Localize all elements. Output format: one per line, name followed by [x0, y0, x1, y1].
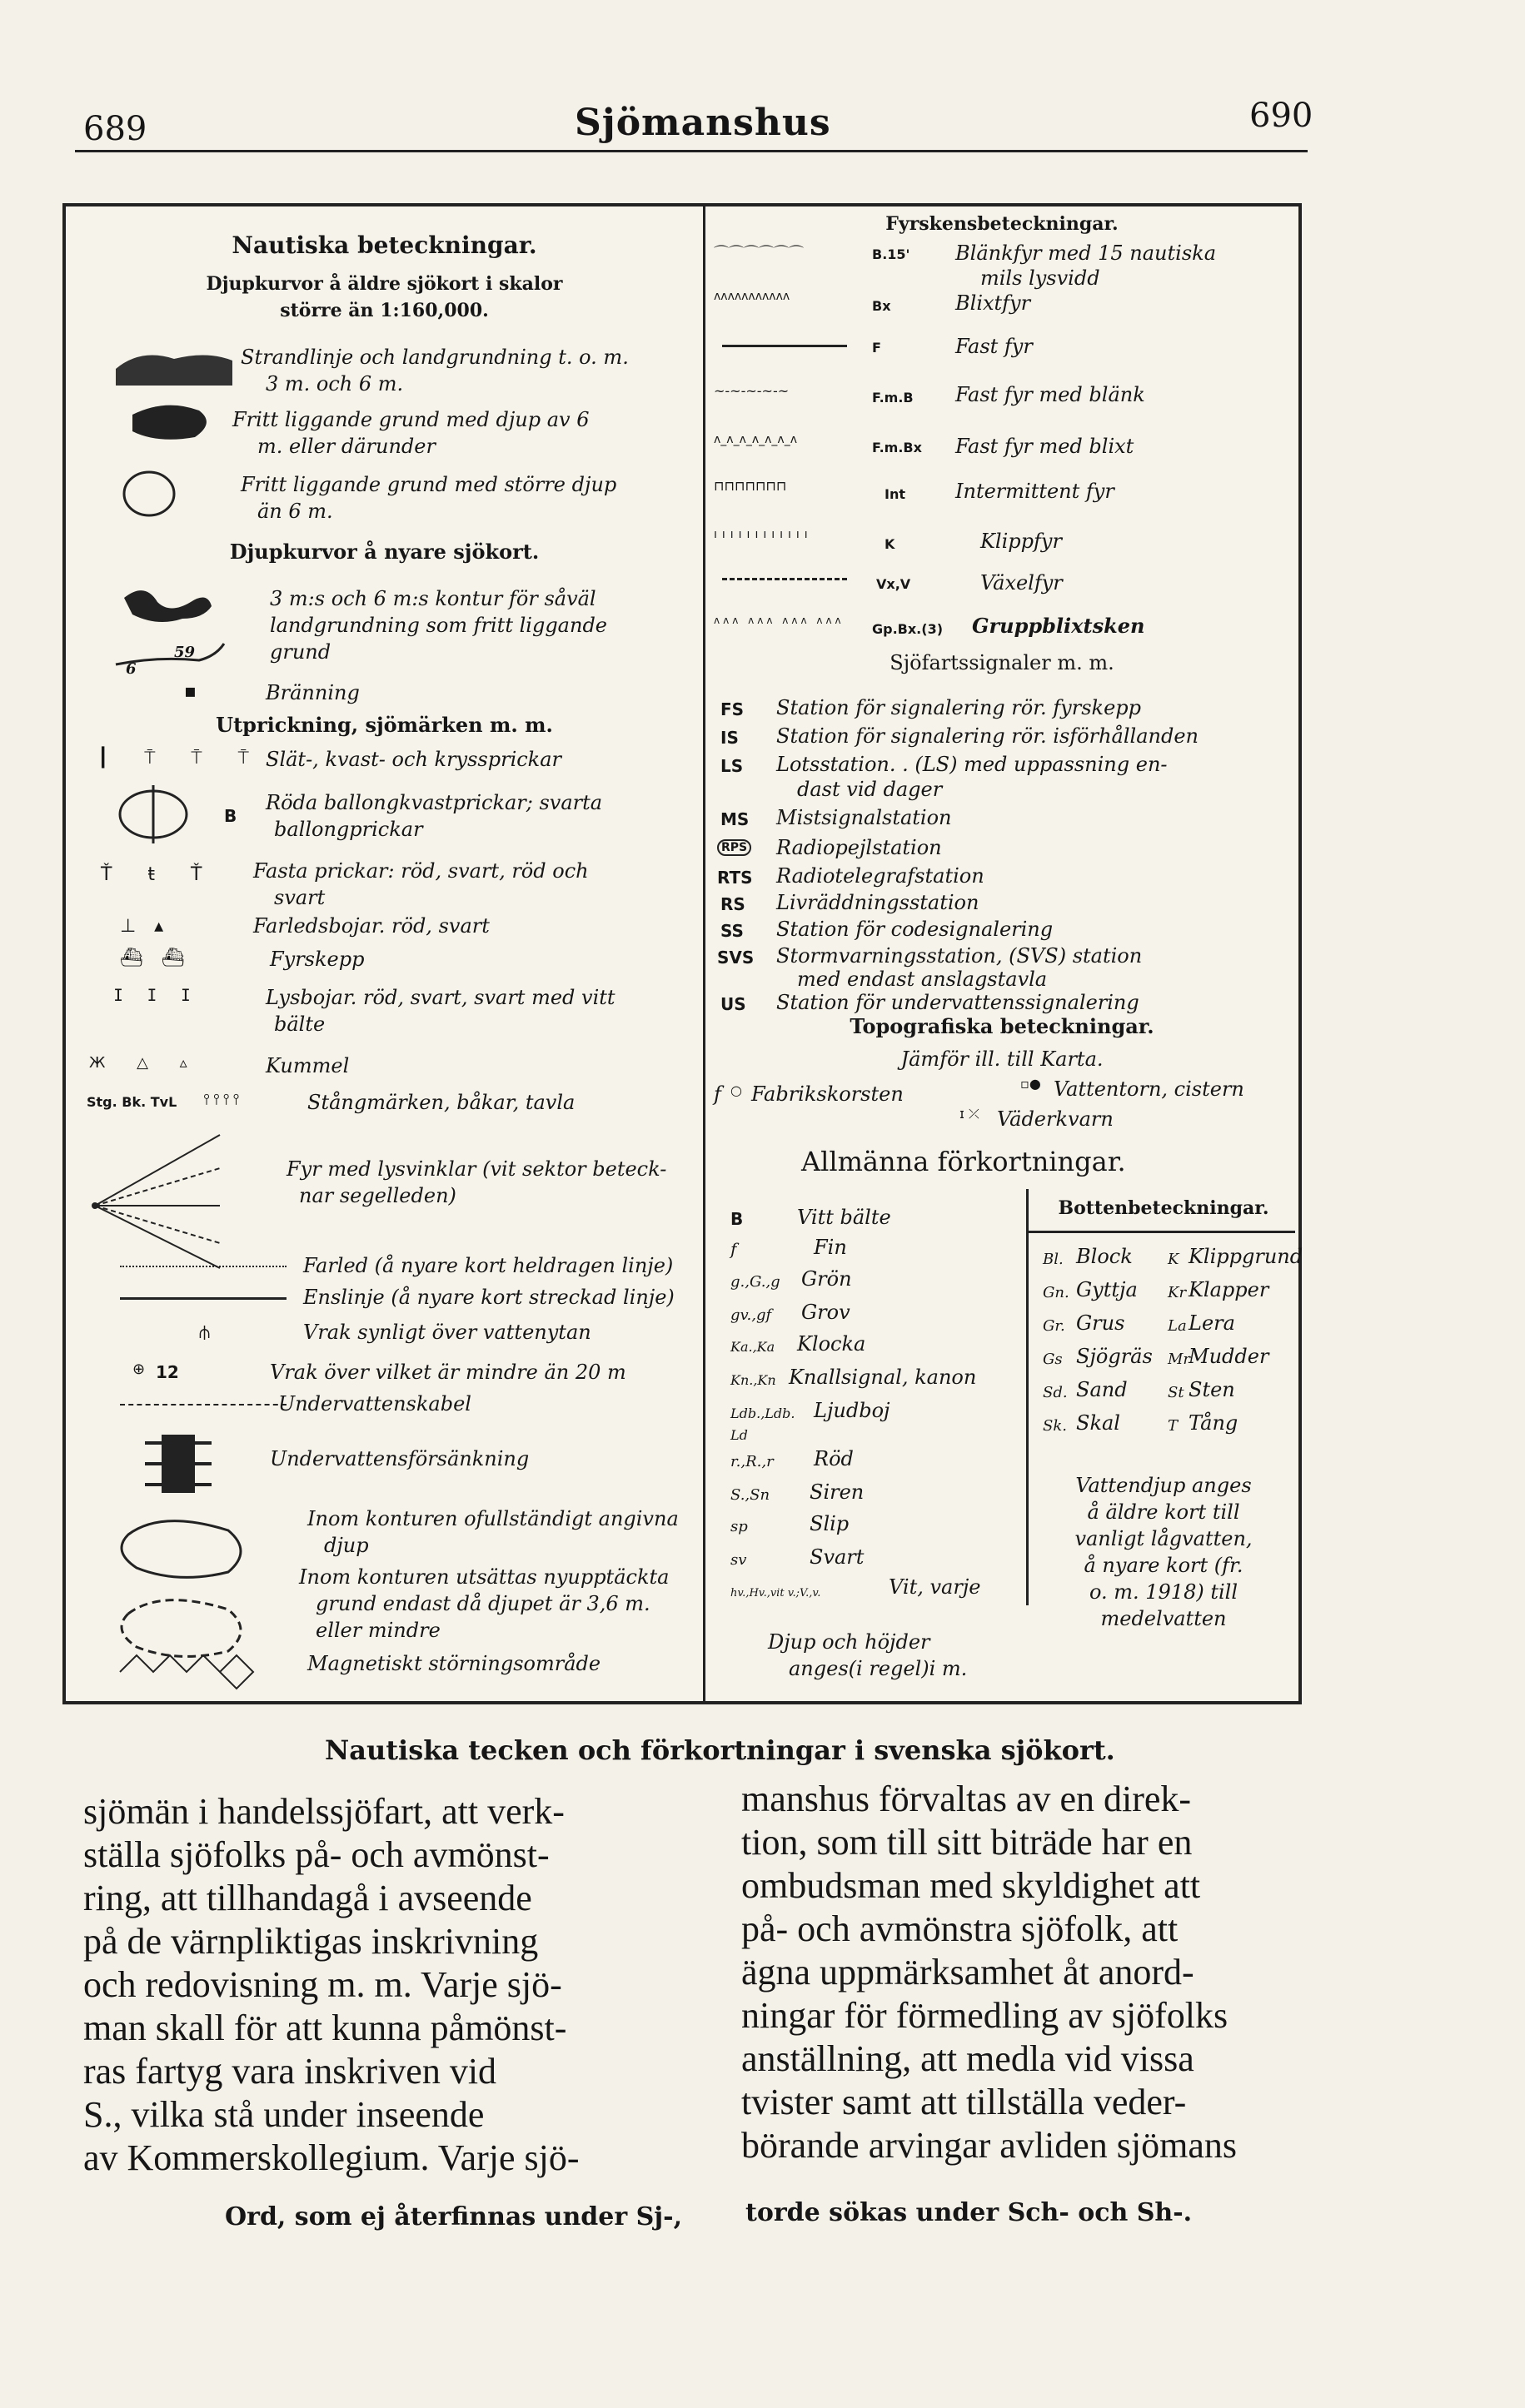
shallow-ground-icon [132, 405, 207, 440]
body-right-line-9: börande arvingar avliden sjömans [741, 2125, 1238, 2166]
signal-text-ls-2: dast vid dager [797, 778, 943, 801]
contour-2-line2: grund endast då djupet är 3,6 m. [316, 1592, 650, 1615]
fairway-line-label: Farled (å nyare kort heldragen linje) [303, 1254, 674, 1277]
bottom-c1-3: Gs [1043, 1351, 1063, 1368]
marks-6-line2: bälte [274, 1012, 326, 1036]
left-page-number: 689 [83, 110, 147, 148]
bottom-t1-5: Skal [1076, 1411, 1120, 1435]
water-note-3: vanligt lågvatten, [1074, 1527, 1253, 1550]
visible-wreck-icon: ⫛ [199, 1322, 211, 1343]
bottom-c2-0: K [1168, 1251, 1179, 1268]
stang-label: Stångmärken, båkar, tavla [307, 1091, 576, 1114]
topo-code-chimney: f [714, 1082, 721, 1106]
windmill-icon: ɪ ⤫ [959, 1106, 979, 1122]
light-text-1: Blänkfyr med 15 nautiska [955, 241, 1216, 265]
abbr-code-b: B [730, 1209, 744, 1229]
topo-title: Topografiska beteckningar. [850, 1014, 1154, 1038]
cliff-light-sample: ıııııııııııı [714, 528, 813, 541]
topo-text-chimney: Fabrikskorsten [751, 1082, 904, 1106]
topo-reference: Jämför ill. till Karta. [900, 1047, 1104, 1071]
contour-2-line1: Inom konturen utsättas nyupptäckta [299, 1565, 670, 1589]
contour-number-59: 59 [174, 644, 196, 661]
signal-text-is: Station för signalering rör. isförhållanden [776, 724, 1199, 748]
abbr-text-hv: Vit, varje [889, 1575, 981, 1599]
marks-2-line2: ballongprickar [274, 818, 423, 841]
fairway-line-sample [120, 1266, 287, 1267]
body-left-line-5: och redovisning m. m. Varje sjö- [83, 1964, 562, 2005]
signal-text-rts: Radiotelegrafstation [776, 864, 984, 888]
signal-code-rts: RTS [717, 868, 753, 888]
signal-text-ms: Mistsignalstation [776, 806, 952, 829]
bottom-c2-4: St [1168, 1384, 1184, 1401]
light-buoy-icons: ⵊ ⵊ ⵊ [114, 985, 200, 1005]
abbr-text-g: Grön [801, 1267, 852, 1291]
light-code-7: K [885, 536, 895, 552]
wreck-depth-icon: ⊕ [132, 1361, 146, 1378]
bottom-c2-1: Kr [1168, 1284, 1187, 1301]
light-text-9: Gruppblixtsken [972, 614, 1145, 638]
topo-text-water-tower: Vattentorn, cistern [1054, 1077, 1244, 1101]
depth-old-subtitle-2: större än 1:160,000. [280, 300, 489, 321]
abbr-code-s: S.,Sn [730, 1486, 770, 1504]
body-right-line-7: anställning, att medla vid vissa [741, 2038, 1194, 2079]
contour-3-line1: Magnetiskt störningsområde [307, 1652, 601, 1675]
footer-note-right: torde sökas under Sch- och Sh-. [745, 2198, 1193, 2227]
water-note-4: å nyare kort (fr. [1084, 1554, 1243, 1577]
depth-new-title: Djupkurvor å nyare sjökort. [229, 540, 540, 564]
abbr-text-kn: Knallsignal, kanon [789, 1366, 977, 1389]
depth-old-1-line2: 3 m. och 6 m. [266, 372, 404, 396]
marks-6-line1: Lysbojar. röd, svart, svart med vitt [266, 986, 615, 1009]
abbr-code-sp: sp [730, 1518, 748, 1535]
light-text-8: Växelfyr [980, 571, 1063, 595]
light-code-1: B.15' [872, 246, 910, 262]
light-title: Fyrskensbeteckningar. [885, 213, 1119, 235]
abbr-text-b: Vitt bälte [797, 1206, 891, 1229]
water-depth-note [1034, 1472, 1293, 1632]
marks-2-line1: Röda ballongkvastprickar; svarta [266, 791, 603, 814]
flashing-light-sample: ⌒⌒⌒⌒⌒⌒ [714, 245, 804, 262]
body-left-line-8: S., vilka stå under inseende [83, 2094, 485, 2135]
bottom-t1-0: Block [1076, 1245, 1133, 1268]
bottom-t2-4: Sten [1189, 1378, 1235, 1401]
abbr-code-ld: Ld [730, 1427, 748, 1443]
water-tower-icon: ▫● [1020, 1076, 1041, 1092]
signal-text-rs: Livräddningsstation [776, 891, 979, 914]
water-note-2: å äldre kort till [1087, 1500, 1240, 1524]
cable-line-sample [120, 1404, 287, 1405]
abbr-text-sv: Svart [810, 1545, 865, 1569]
light-code-8: Vx,V [876, 576, 911, 592]
mine-label: Undervattensförsänkning [270, 1447, 530, 1470]
fixed-lightning-sample: ᴧ_ᴧ_ᴧ_ᴧ_ᴧ_ᴧ_ᴧ [714, 433, 797, 446]
light-code-2: Bx [872, 298, 891, 314]
bottom-c2-3: Mr [1168, 1351, 1191, 1368]
abbr-text-r: Röd [814, 1447, 854, 1470]
marks-1: Slät-, kvast- och kryssprickar [266, 748, 562, 771]
abbr-code-gv: gv.,gf [730, 1306, 772, 1324]
alternating-light-sample [722, 578, 847, 580]
abbr-title: Allmänna förkortningar. [801, 1146, 1126, 1177]
mine-icon [132, 1430, 224, 1497]
light-code-3: F [872, 340, 881, 356]
signal-code-is: IS [720, 728, 739, 748]
bottom-t2-3: Mudder [1189, 1345, 1269, 1368]
topo-text-windmill: Väderkvarn [997, 1107, 1114, 1131]
cable-label: Undervattenskabel [278, 1392, 471, 1415]
depth-old-2-line1: Fritt liggande grund med djup av 6 [232, 408, 590, 431]
body-left-line-7: ras fartyg vara inskriven vid [83, 2051, 497, 2092]
signal-code-ms: MS [720, 809, 750, 829]
abbr-text-sp: Slip [810, 1512, 850, 1535]
bottom-t1-1: Gyttja [1076, 1278, 1138, 1301]
bottom-c1-4: Sd. [1043, 1384, 1068, 1401]
wreck-depth-label: Vrak över vilket är mindre än 20 m [270, 1361, 626, 1384]
bottom-t2-5: Tång [1189, 1411, 1238, 1435]
body-right-line-2: tion, som till sitt biträde har en [741, 1822, 1193, 1863]
contour-2-line3: eller mindre [316, 1619, 441, 1642]
deep-ground-icon [124, 472, 174, 515]
light-text-7: Klippfyr [980, 530, 1062, 553]
light-text-4: Fast fyr med blänk [955, 383, 1145, 406]
abbr-text-s: Siren [810, 1480, 865, 1504]
abbr-text-ldb: Ljudboj [814, 1399, 890, 1422]
right-page-number: 690 [1249, 97, 1313, 135]
water-note-1: Vattendjup anges [1075, 1474, 1252, 1497]
new-contour-line3: grund [270, 640, 331, 664]
body-left-line-3: ring, att tillhandagå i avseende [83, 1878, 532, 1918]
lightship-icons: ⛴⛴ [120, 948, 203, 968]
lightning-light-sample: ᴧᴧᴧᴧᴧᴧᴧᴧᴧᴧᴧ [714, 290, 790, 303]
wreck-depth-code: 12 [156, 1362, 179, 1382]
marks-title: Utprickning, sjömärken m. m. [216, 713, 553, 737]
body-left-line-2: ställa sjöfolks på- och avmönst- [83, 1834, 550, 1875]
body-left-line-6: man skall för att kunna påmönst- [83, 2007, 567, 2048]
stang-icons: ⫯⫯⫯⫯ [203, 1091, 243, 1108]
contour-area-icons [103, 1501, 270, 1693]
abbr-code-r: r.,R.,r [730, 1453, 774, 1470]
light-code-4: F.m.B [872, 390, 914, 405]
signal-code-svs: SVS [717, 948, 755, 968]
bottom-t2-0: Klippgrund [1189, 1245, 1303, 1268]
signal-text-rps: Radiopejlstation [776, 836, 942, 859]
signal-text-fs: Station för signalering rör. fyrskepp [776, 696, 1141, 719]
bottom-title-rule [1029, 1231, 1295, 1233]
visible-wreck-label: Vrak synligt över vattenytan [303, 1321, 591, 1344]
abbr-note-1: Djup och höjder [768, 1630, 930, 1654]
header-rule [75, 150, 1308, 152]
new-contour-line2: landgrundning som fritt liggande [270, 614, 608, 637]
balloon-code: B [224, 806, 237, 826]
bottom-c1-1: Gn. [1043, 1284, 1069, 1301]
bottom-t1-2: Grus [1076, 1311, 1125, 1335]
body-right-line-1: manshus förvaltas av en direk- [741, 1779, 1192, 1819]
new-contour-line1: 3 m:s och 6 m:s kontur för såväl [270, 587, 596, 610]
signal-code-rs: RS [720, 894, 745, 914]
abbr-code-hv: hv.,Hv.,vit v.;V.,v. [730, 1587, 821, 1600]
depth-old-3-line2: än 6 m. [257, 500, 333, 523]
body-left-line-9: av Kommerskollegium. Varje sjö- [83, 2137, 580, 2178]
chimney-icon: ○ [730, 1082, 742, 1098]
lighthouse-sector-line1: Fyr med lysvinklar (vit sektor beteck- [287, 1157, 667, 1181]
lighthouse-sector-line2: nar segelleden) [299, 1184, 456, 1207]
fixed-mark-icons: Ť ŧ Ť [101, 864, 217, 885]
bottom-c1-5: Sk. [1043, 1417, 1067, 1435]
abbr-code-kn: Kn.,Kn [730, 1372, 776, 1388]
depth-old-2-line2: m. eller därunder [257, 435, 436, 458]
bottom-t2-1: Klapper [1189, 1278, 1269, 1301]
depth-contour-icons [107, 344, 241, 519]
stang-codes: Stg. Bk. TvL [87, 1094, 177, 1110]
signal-code-us: US [720, 994, 746, 1014]
spar-buoy-icons: ┃ ⍑ ⍑ ⍑ [97, 748, 264, 769]
body-right-line-8: tvister samt att tillställa veder- [741, 2082, 1187, 2122]
contour-1-line2: djup [324, 1534, 369, 1557]
leading-line-sample [120, 1297, 287, 1300]
contour-1-line1: Inom konturen ofullständigt angivna [307, 1507, 679, 1530]
bottom-t2-2: Lera [1189, 1311, 1235, 1335]
water-note-6: medelvatten [1100, 1607, 1227, 1630]
abbr-divider [1026, 1189, 1029, 1605]
signal-text-svs-2: med endast anslagstavla [797, 968, 1048, 991]
signal-code-rps: RPS [717, 839, 751, 856]
bottom-c2-5: T [1168, 1417, 1179, 1435]
abbr-note-2: anges(i regel)i m. [789, 1657, 968, 1680]
abbr-text-gv: Grov [801, 1301, 850, 1324]
abbr-code-f: f [730, 1239, 737, 1259]
light-code-6: Int [885, 486, 905, 502]
lighthouse-sector-icon [87, 1127, 237, 1268]
marks-4: Farledsbojar. röd, svart [253, 914, 490, 938]
abbr-text-f: Fin [814, 1236, 847, 1259]
contour-number-6: 6 [126, 660, 137, 678]
body-left-column [83, 1790, 716, 2180]
marks-5: Fyrskepp [270, 948, 365, 971]
shoreline-icon [116, 355, 232, 386]
running-head: Sjömanshus [575, 102, 831, 144]
abbr-code-ka: Ka.,Ka [730, 1339, 775, 1355]
bottom-c1-0: Bl. [1043, 1251, 1064, 1268]
light-text-2: Blixtfyr [955, 291, 1031, 315]
body-right-column [741, 1778, 1358, 2167]
leading-line-label: Enslinje (å nyare kort streckad linje) [303, 1286, 675, 1309]
left-column [66, 206, 703, 1701]
nautical-title: Nautiska beteckningar. [232, 231, 537, 259]
breaker-icon: ▪ [184, 681, 197, 702]
contour-blob-icon [124, 590, 212, 622]
bottom-c2-2: La [1168, 1317, 1187, 1335]
body-right-line-5: ägna uppmärksamhet åt anord- [741, 1952, 1194, 1993]
marks-3-line2: svart [274, 886, 326, 909]
body-right-line-4: på- och avmönstra sjöfolk, att [741, 1908, 1179, 1949]
nautical-symbols-figure [62, 203, 1302, 1704]
signal-text-ls: Lotsstation. . (LS) med uppassning en- [776, 753, 1168, 776]
body-right-line-3: ombudsman med skyldighet att [741, 1865, 1201, 1906]
fairway-buoy-icons: ⊥▴ [120, 916, 182, 937]
light-text-5: Fast fyr med blixt [955, 435, 1134, 458]
fixed-light-sample [722, 345, 847, 347]
light-text-3: Fast fyr [955, 335, 1033, 358]
fixed-flash-sample: ~-~-~-~-~ [714, 383, 790, 399]
signals-title: Sjöfartssignaler m. m. [890, 651, 1114, 674]
body-left-line-4: på de värnpliktigas inskrivning [83, 1921, 539, 1962]
right-column [705, 206, 1303, 1701]
marks-3-line1: Fasta prickar: röd, svart, röd och [253, 859, 589, 883]
signal-code-ss: SS [720, 921, 744, 941]
signal-text-svs: Stormvarningsstation, (SVS) station [776, 944, 1143, 968]
intermittent-light-sample: ⊓⊓⊓⊓⊓⊓⊓ [714, 478, 787, 494]
depth-old-3-line1: Fritt liggande grund med större djup [241, 473, 617, 496]
light-code-9: Gp.Bx.(3) [872, 621, 944, 637]
abbr-code-g: g.,G.,g [730, 1273, 780, 1291]
bottom-t1-4: Sand [1076, 1378, 1128, 1401]
group-flash-sample: ᴧᴧᴧ ᴧᴧᴧ ᴧᴧᴧ ᴧᴧᴧ [714, 614, 845, 626]
marks-7: Kummel [266, 1054, 350, 1077]
bottom-c1-2: Gr. [1043, 1317, 1065, 1335]
water-note-5: o. m. 1918) till [1089, 1580, 1238, 1604]
light-code-5: F.m.Bx [872, 440, 922, 455]
depth-old-subtitle-1: Djupkurvor å äldre sjökort i skalor [206, 273, 563, 295]
depth-old-1-line1: Strandlinje och landgrundning t. o. m. [241, 346, 629, 369]
bottom-t1-3: Sjögräs [1076, 1345, 1153, 1368]
signal-code-ls: LS [720, 756, 744, 776]
bottom-title: Bottenbeteckningar. [1058, 1197, 1269, 1219]
balloon-marker-icons [103, 781, 228, 843]
light-text-6: Intermittent fyr [955, 480, 1114, 503]
light-text-1b: mils lysvidd [980, 266, 1100, 290]
signal-text-ss: Station för codesignalering [776, 918, 1054, 941]
abbr-text-ka: Klocka [797, 1332, 866, 1356]
abbr-code-sv: sv [730, 1551, 747, 1569]
body-left-line-1: sjömän i handelssjöfart, att verk- [83, 1791, 565, 1832]
signal-text-us: Station för undervattenssignalering [776, 991, 1139, 1014]
footer-note-left: Ord, som ej återfinnas under Sj-, [225, 2202, 683, 2231]
body-right-line-6: ningar för förmedling av sjöfolks [741, 1995, 1228, 2036]
signal-code-fs: FS [720, 699, 745, 719]
breaker-label: Bränning [266, 681, 360, 704]
abbr-code-ldb: Ldb.,Ldb. [730, 1405, 795, 1421]
figure-caption: Nautiska tecken och förkortningar i svenska sjökort. [325, 1734, 1115, 1766]
cairn-icons: Ж △ ▵ [89, 1054, 201, 1072]
